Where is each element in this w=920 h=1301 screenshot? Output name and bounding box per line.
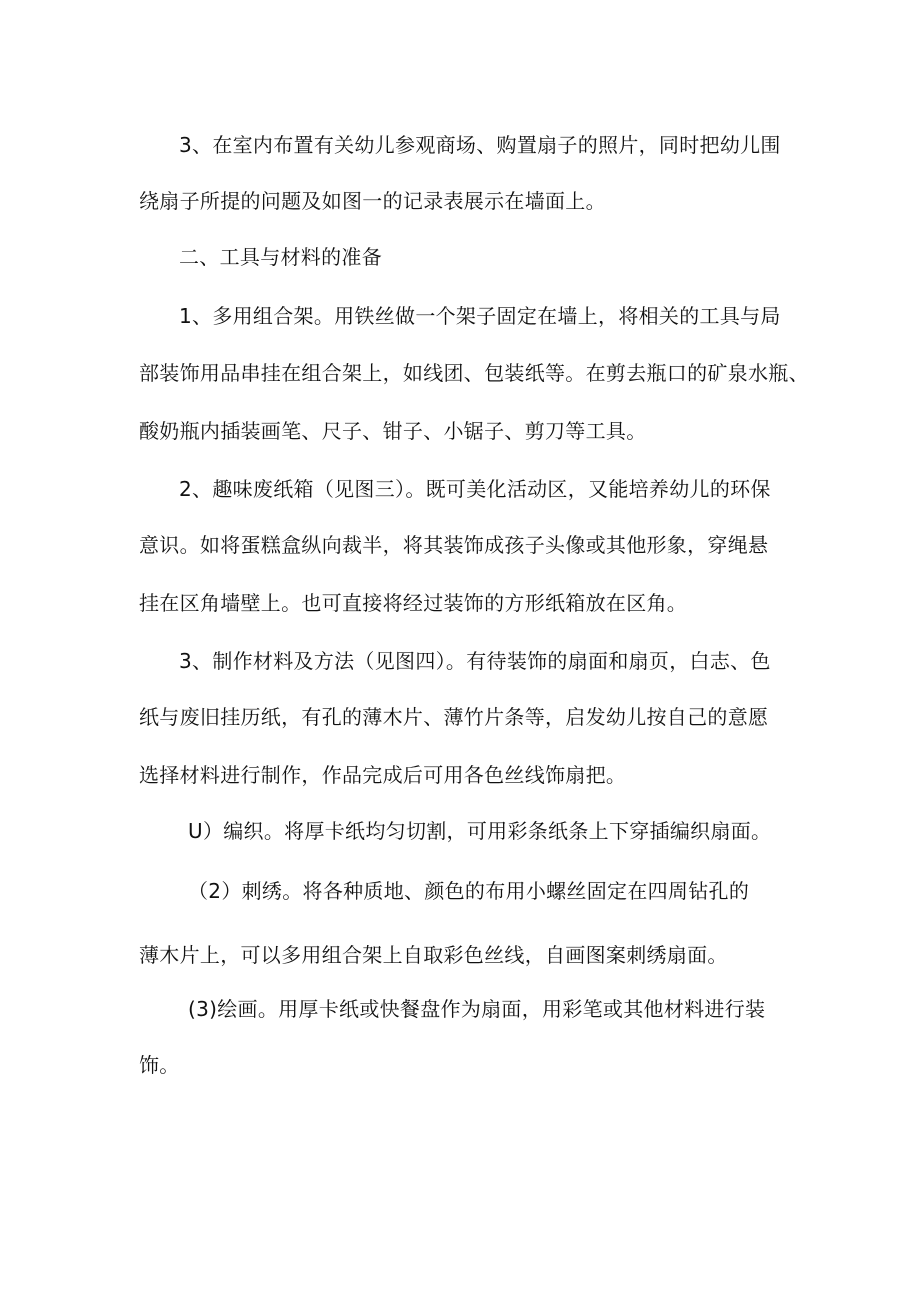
text-line: 1、多用组合架。用铁丝做一个架子固定在墙上，将相关的工具与局 bbox=[179, 304, 781, 328]
text-line: 2、趣味废纸箱（见图三）。既可美化活动区，又能培养幼儿的环保 bbox=[179, 477, 771, 501]
text-line: 3、制作材料及方法（见图四）。有待装饰的扇面和扇页，白志、色 bbox=[179, 649, 771, 673]
text-line: U）编织。将厚卡纸均匀切割，可用彩条纸条上下穿插编织扇面。 bbox=[188, 819, 772, 843]
text-line: 绕扇子所提的问题及如图一的记录表展示在墙面上。 bbox=[139, 189, 606, 213]
text-line: 饰。 bbox=[139, 1053, 180, 1077]
text-line: （2）刺绣。将各种质地、颜色的布用小螺丝固定在四周钻孔的 bbox=[188, 879, 750, 903]
text-line: 挂在区角墙壁上。也可直接将经过装饰的方形纸箱放在区角。 bbox=[139, 591, 688, 615]
text-line: (3)绘画。用厚卡纸或快餐盘作为扇面，用彩笔或其他材料进行装 bbox=[188, 997, 766, 1021]
text-line: 意识。如将蛋糕盒纵向裁半，将其装饰成孩子头像或其他形象，穿绳悬 bbox=[139, 533, 769, 557]
text-line: 薄木片上，可以多用组合架上自取彩色丝线，自画图案刺绣扇面。 bbox=[139, 943, 728, 967]
text-line: 选择材料进行制作，作品完成后可用各色丝线饰扇把。 bbox=[139, 763, 627, 787]
text-line: 部装饰用品串挂在组合架上，如线团、包装纸等。在剪去瓶口的矿泉水瓶、 bbox=[139, 361, 809, 385]
text-line: 二、工具与材料的准备 bbox=[179, 245, 382, 269]
text-line: 3、在室内布置有关幼儿参观商场、购置扇子的照片，同时把幼儿围 bbox=[179, 133, 781, 157]
text-line: 纸与废旧挂历纸，有孔的薄木片、薄竹片条等，启发幼儿按自己的意愿 bbox=[139, 705, 769, 729]
text-line: 酸奶瓶内插装画笔、尺子、钳子、小锯子、剪刀等工具。 bbox=[139, 419, 647, 443]
